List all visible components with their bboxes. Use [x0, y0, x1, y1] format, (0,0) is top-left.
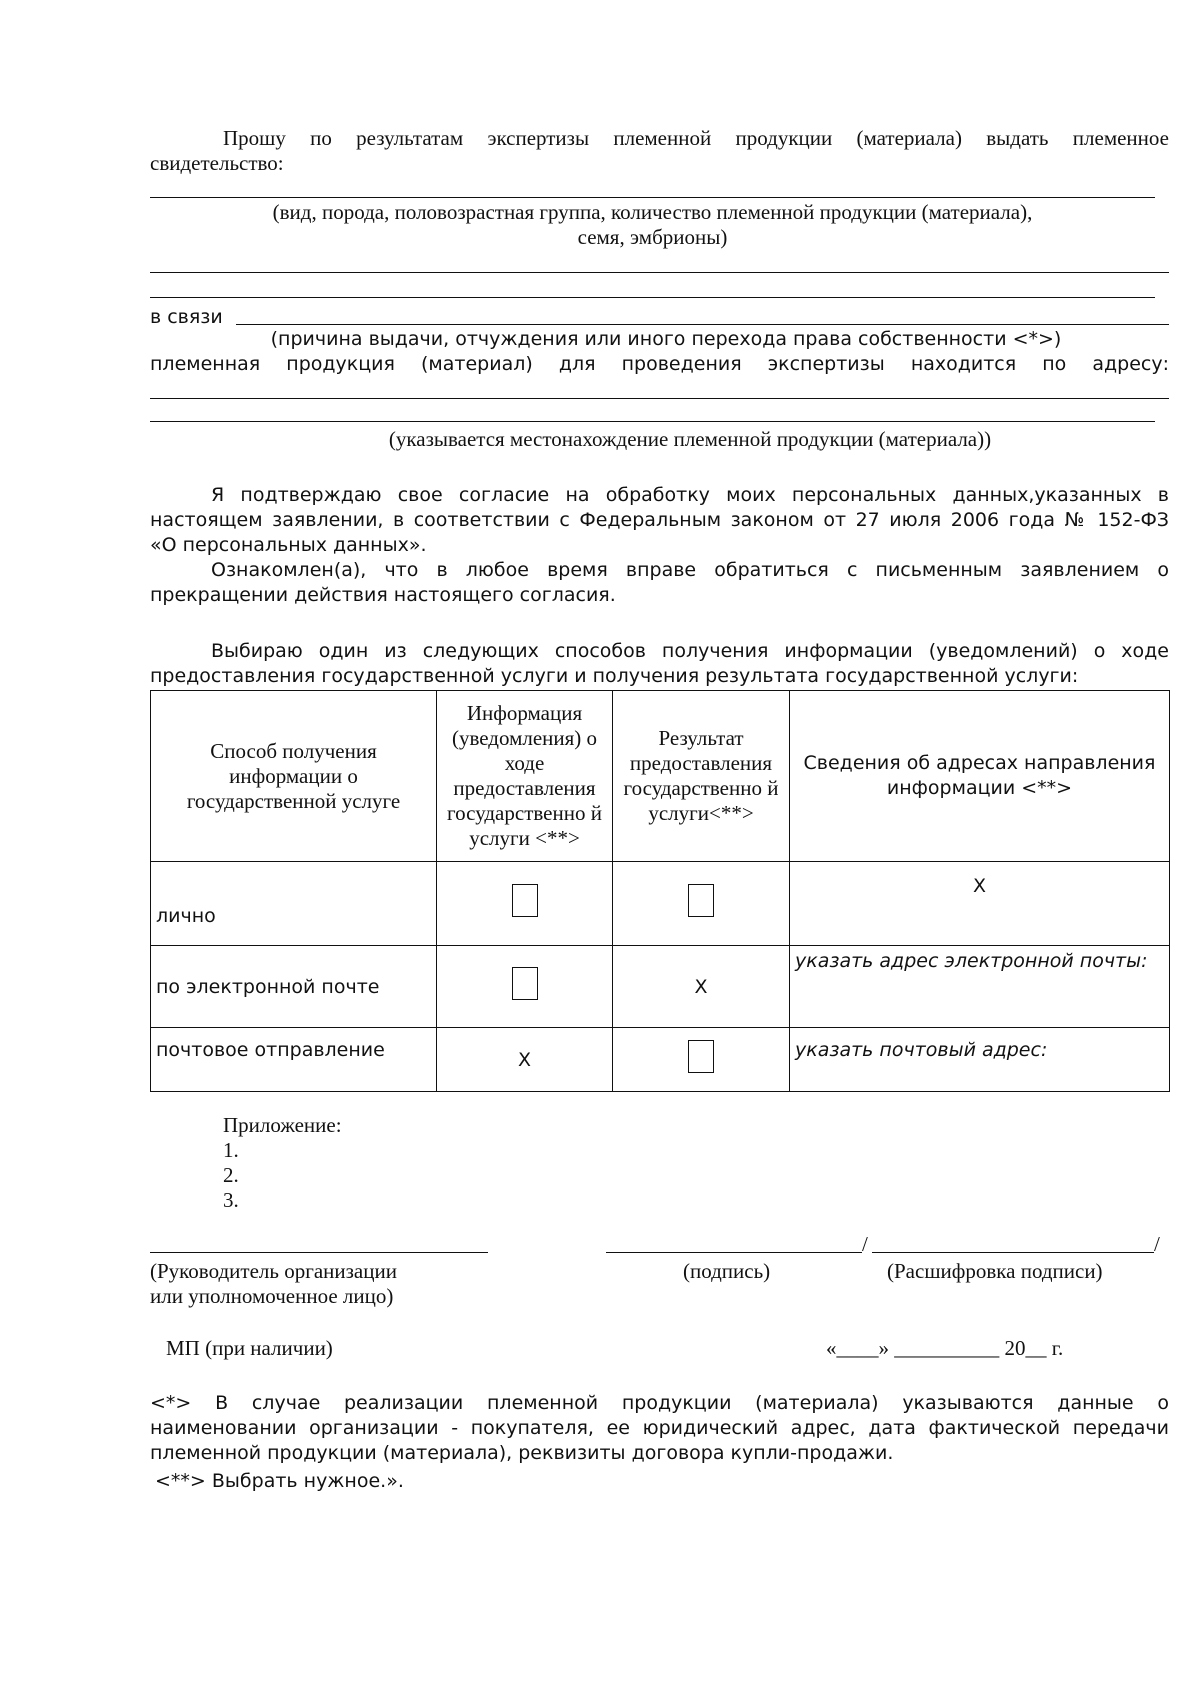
result-post-cell[interactable] — [613, 1028, 790, 1092]
choice-line-1: Выбираю один из следующих способов получения информации (уведомлений) о ходе — [211, 640, 1169, 662]
table-row — [151, 862, 1170, 946]
header-result: Результат предоставления государственно й услуги<**> — [613, 691, 790, 862]
info-in-person-cell[interactable] — [437, 862, 613, 946]
checkbox-result-post[interactable] — [688, 1040, 714, 1073]
appendix-item: 1. — [223, 1138, 239, 1162]
location-line: племенная продукция (материал) для проведения экспертизы находится по адресу: — [150, 353, 1169, 375]
footnote-1-line-3: племенной продукции (материала), реквизиты договора купли-продажи. — [150, 1442, 894, 1464]
result-in-person-cell[interactable] — [613, 862, 790, 946]
location-hint: (указывается местонахождение племенной продукции (материала)) — [388, 427, 992, 451]
product-blank-line[interactable] — [150, 197, 1155, 198]
appendix-item: 2. — [223, 1163, 239, 1187]
product-hint-2: семя, эмбрионы) — [577, 225, 728, 249]
footnote-2: <**> Выбрать нужное.». — [155, 1470, 404, 1492]
signature-decode-line[interactable] — [872, 1252, 1154, 1253]
table-header-row — [151, 691, 1170, 862]
appendix-title: Приложение: — [223, 1113, 342, 1137]
reason-hint: (причина выдачи, отчуждения или иного перехода права собственности <*>) — [270, 328, 1062, 350]
location-blank-line-2[interactable] — [150, 421, 1155, 422]
header-method: Способ получения информации о государственной услуге — [151, 691, 437, 862]
appendix-item: 3. — [223, 1188, 239, 1212]
head-signature-line[interactable] — [150, 1252, 488, 1253]
slash-1: / — [862, 1232, 868, 1256]
footnote-1-line-2: наименовании организации - покупателя, ее юридический адрес, дата фактической передачи — [150, 1417, 1169, 1439]
blank-line-3[interactable] — [150, 297, 1155, 298]
product-hint-1: (вид, порода, половозрастная группа, количество племенной продукции (материала), — [272, 200, 1033, 224]
info-email-cell[interactable] — [437, 946, 613, 1028]
table-row — [151, 1028, 1170, 1092]
address-in-person: X — [790, 862, 1170, 946]
reason-blank-line[interactable] — [236, 324, 1169, 325]
blank-line-2[interactable] — [150, 272, 1169, 273]
slash-2: / — [1154, 1232, 1160, 1256]
reason-prefix: в связи — [150, 306, 223, 328]
signature-line[interactable] — [606, 1252, 862, 1253]
location-blank-line-1[interactable] — [150, 398, 1169, 399]
signature-label: (подпись) — [683, 1259, 771, 1283]
checkbox-result-in-person[interactable] — [688, 884, 714, 917]
signature-decode-label: (Расшифровка подписи) — [887, 1259, 1103, 1283]
stamp-label: МП (при наличии) — [166, 1336, 333, 1360]
signer-role-2: или уполномоченное лицо) — [150, 1284, 394, 1308]
checkbox-info-in-person[interactable] — [512, 884, 538, 917]
address-email[interactable]: указать адрес электронной почты: — [790, 946, 1170, 1028]
signer-role-1: (Руководитель организации — [150, 1259, 397, 1283]
choice-line-2: предоставления государственной услуги и получения результата государственной услуги: — [150, 665, 1079, 687]
method-post: почтовое отправление — [151, 1028, 437, 1092]
acknowledge-line-1: Ознакомлен(а), что в любое время вправе обратиться с письменным заявлением о — [211, 559, 1169, 581]
consent-line-1: Я подтверждаю свое согласие на обработку моих персональных данных,указанных в — [211, 484, 1169, 506]
table-row — [151, 946, 1170, 1028]
method-in-person: лично — [151, 862, 437, 946]
delivery-method-table — [150, 690, 1170, 1092]
info-post-mark: X — [437, 1028, 613, 1092]
consent-line-2: настоящем заявлении, в соответствии с Федеральным законом от 27 июля 2006 года № 152-ФЗ — [150, 509, 1169, 531]
method-email: по электронной почте — [151, 946, 437, 1028]
footnote-1-line-1: <*> В случае реализации племенной продукции (материала) указываются данные о — [150, 1392, 1169, 1414]
request-line-1: Прошу по результатам экспертизы племенной продукции (материала) выдать племенное — [223, 126, 1169, 150]
consent-line-3: «О персональных данных». — [150, 534, 427, 556]
header-address: Сведения об адресах направления информации <**> — [790, 691, 1170, 862]
acknowledge-line-2: прекращении действия настоящего согласия. — [150, 584, 616, 606]
request-line-2: свидетельство: — [150, 151, 284, 175]
checkbox-info-email[interactable] — [512, 967, 538, 1000]
date-field[interactable]: «____» __________ 20__ г. — [826, 1336, 1064, 1360]
address-post[interactable]: указать почтовый адрес: — [790, 1028, 1170, 1092]
header-info: Информация (уведомления) о ходе предоставления государственно й услуги <**> — [437, 691, 613, 862]
result-email-mark: X — [613, 946, 790, 1028]
